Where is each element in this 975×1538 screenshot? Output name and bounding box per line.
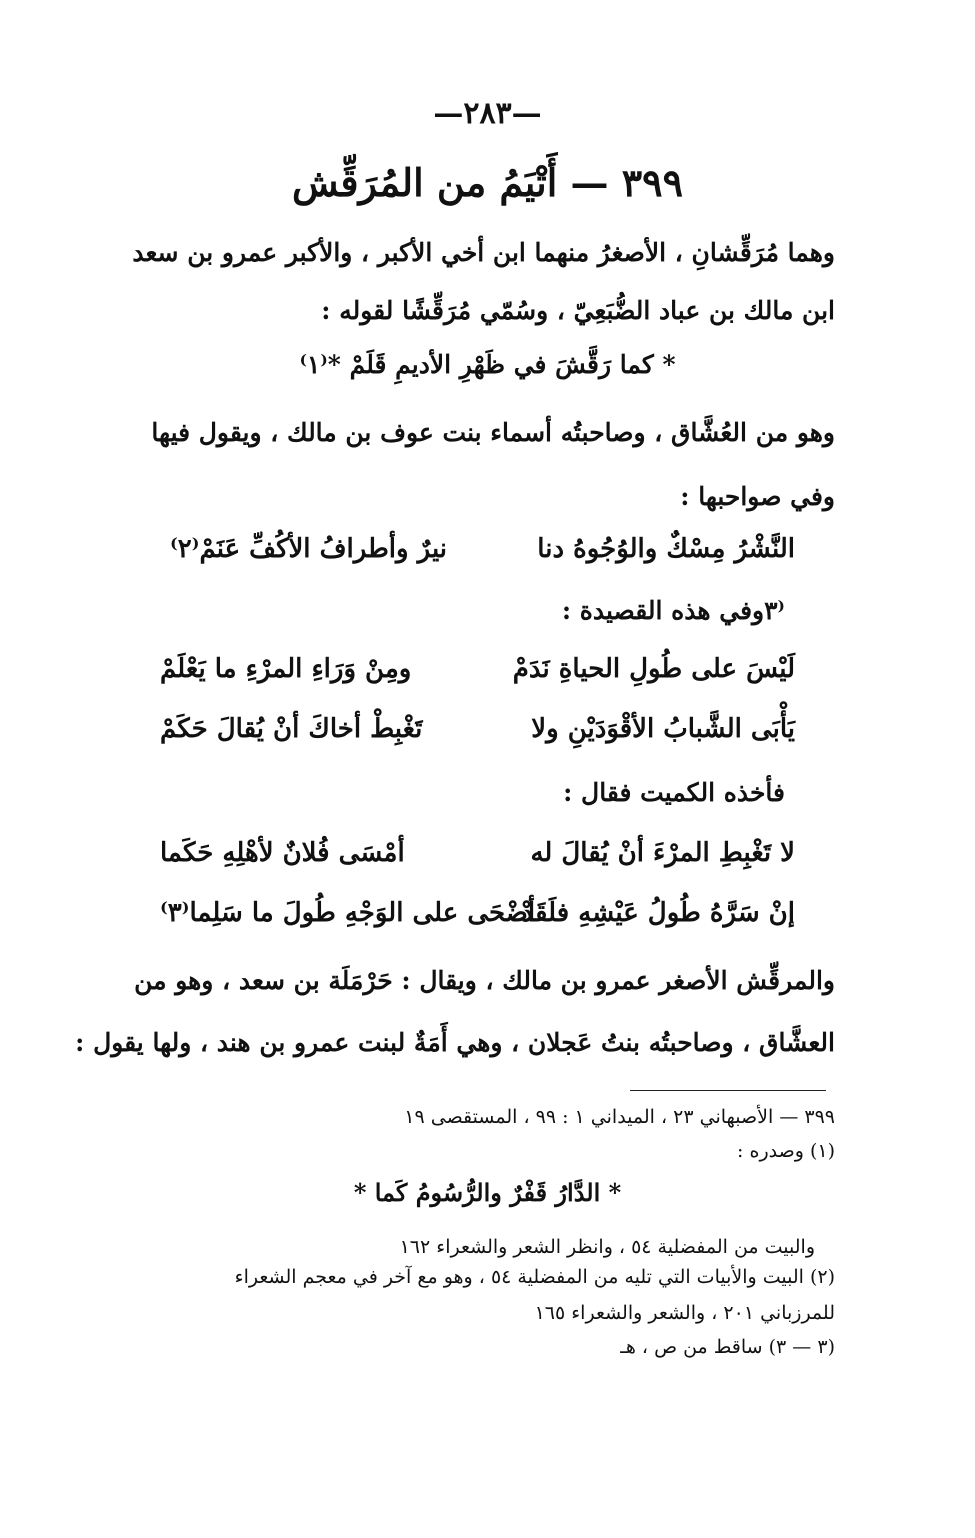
- verse-first-hemistich: النَّشْرُ مِسْكٌ والوُجُوهُ دنا: [537, 534, 795, 564]
- body-paragraph-line: وفي صواحبها :: [680, 482, 835, 511]
- footnote-3: (٣ — ٣) ساقط من ص ، هـ: [620, 1336, 835, 1358]
- verse-first-hemistich: إنْ سَرَّهُ طُولُ عَيْشِهِ فلَقَدْ: [521, 898, 795, 928]
- footnote-2-continued: للمرزباني ٢٠١ ، والشعر والشعراء ١٦٥: [534, 1302, 835, 1324]
- verse-first-hemistich: لَيْسَ على طُولِ الحياةِ نَدَمْ: [512, 654, 795, 684]
- body-paragraph-line: وهما مُرَقِّشانِ ، الأصغرُ منهما ابن أخي الأكبر ، والأكبر عمرو بن سعد: [132, 238, 835, 267]
- body-paragraph-line: العشَّاق ، وصاحبتُه بنتُ عَجلان ، وهي أَمَةٌ لبنت عمرو بن هند ، ولها يقول :: [75, 1028, 835, 1057]
- body-paragraph-line: ابن مالك بن عباد الضُّبَعِيّ ، وسُمّي مُرَقِّشًا لقوله :: [321, 296, 835, 325]
- verse-line: [160, 898, 795, 938]
- footnote-2: (٢) البيت والأبيات التي تليه من المفضلية ٥٤ ، وهو مع آخر في معجم الشعراء: [234, 1266, 835, 1288]
- verse-line: [160, 654, 795, 694]
- body-paragraph-line: والمرقِّش الأصغر عمرو بن مالك ، ويقال : حَرْمَلَة بن سعد ، وهو من: [134, 966, 835, 995]
- body-paragraph-line: وهو من العُشَّاق ، وصاحبتُه أسماء بنت عوف بن مالك ، ويقول فيها: [151, 418, 835, 447]
- verse-second-hemistich: أمْسَى فُلانٌ لأهْلِهِ حَكَما: [160, 838, 405, 868]
- verse-second-hemistich: نيرٌ وأطرافُ الأكُفِّ عَنَمْ⁽٢⁾: [170, 534, 448, 564]
- verse-line: [170, 534, 795, 574]
- verse-line: [160, 838, 795, 878]
- verse-second-hemistich: أضْحَى على الوَجْهِ طُولَ ما سَلِما⁽٣⁾: [160, 898, 536, 928]
- verse-line: [160, 714, 795, 754]
- verse-second-hemistich: تَغْبِطْ أخاكَ أنْ يُقالَ حَكَمْ: [160, 714, 423, 744]
- verse-second-hemistich: ومِنْ وَرَاءِ المرْءِ ما يَعْلَمْ: [160, 654, 412, 684]
- verse-intro: ⁽٣وفي هذه القصيدة :: [561, 596, 785, 625]
- entry-title: ٣٩٩ — أَتْيَمُ من المُرَقِّش: [291, 160, 683, 205]
- verse-intro: فأخذه الكميت فقال :: [563, 778, 785, 807]
- verse-first-hemistich: يَأْبَى الشَّبابُ الأقْوَدَيْنِ ولا: [531, 714, 795, 744]
- footnote-1-label: (١) وصدره :: [737, 1140, 835, 1162]
- page-number: —٢٨٣—: [433, 96, 542, 131]
- footnote-sources: ٣٩٩ — الأصبهاني ٢٣ ، الميداني ١ : ٩٩ ، المستقصى ١٩: [404, 1106, 835, 1128]
- footnote-1-verse: * الدَّارُ قَفْرٌ والرُّسُومُ كَما *: [353, 1178, 622, 1207]
- verse-first-hemistich: لا تَغْبِطِ المرْءَ أنْ يُقالَ له: [530, 838, 795, 868]
- footnote-divider: [630, 1090, 826, 1091]
- quoted-hemistich: * كما رَقَّشَ في ظَهْرِ الأديمِ قَلَمْ *⁽١⁾: [299, 350, 676, 379]
- footnote-1-reference: والبيت من المفضلية ٥٤ ، وانظر الشعر والشعراء ١٦٢: [399, 1236, 815, 1258]
